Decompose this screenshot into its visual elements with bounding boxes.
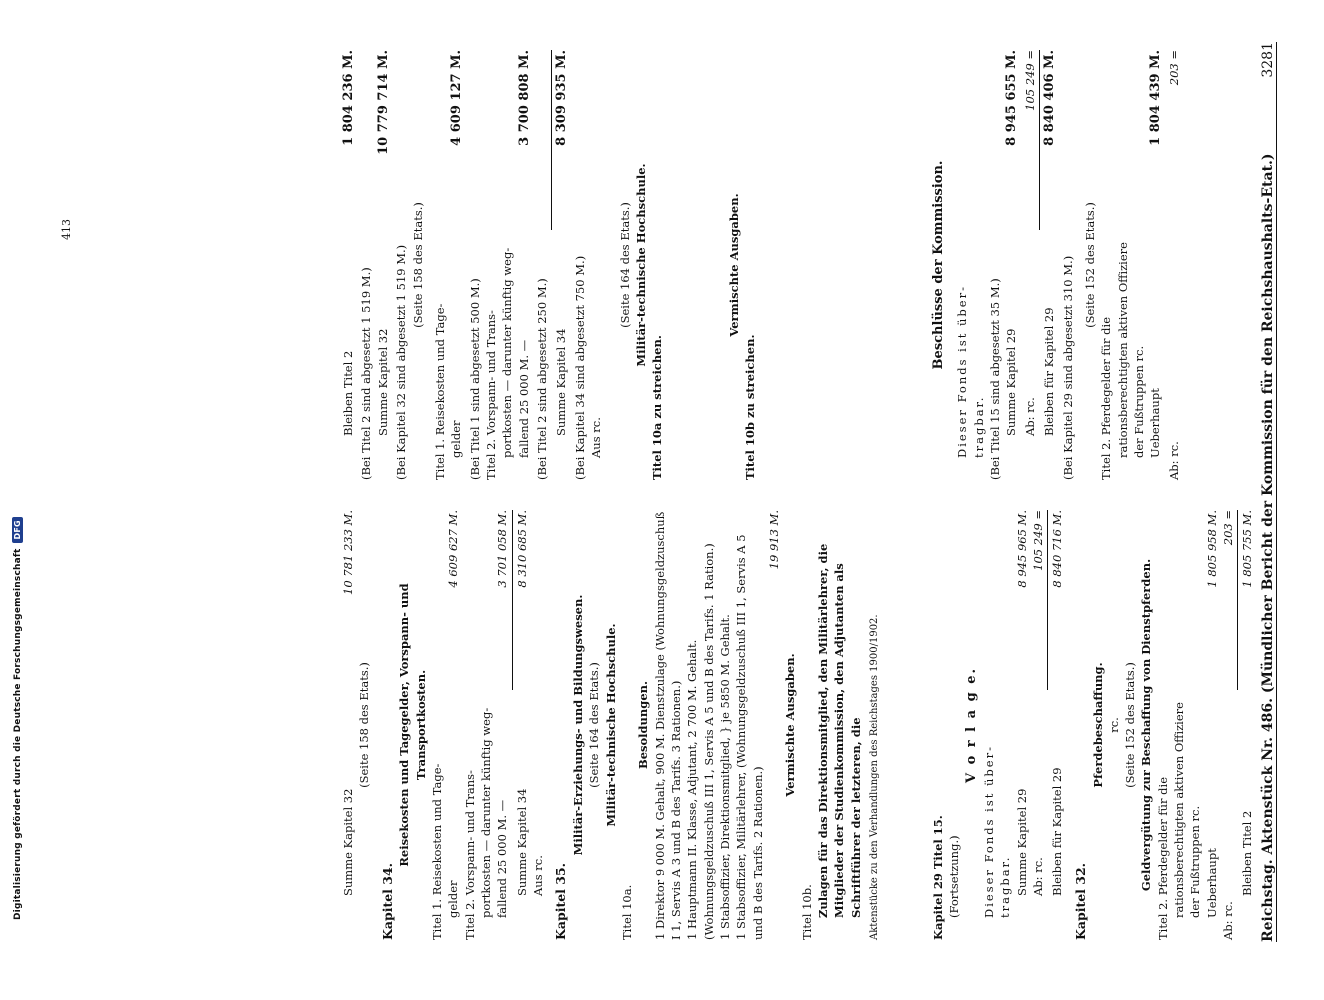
titel-2-line-1: Titel 2. Pferdegelder für die (1099, 316, 1114, 480)
ueberhaupt-row (1204, 510, 1220, 940)
column-beschluesse-lower (340, 50, 925, 480)
titel-2v-row (494, 510, 510, 940)
reisekosten-heading-1: Reisekosten und Tagegelder, Vorspann- und (397, 583, 412, 867)
titel-2-line-3: der Fußtruppen rc. (1188, 805, 1203, 918)
fortsetzung: (Fortsetzung.) (947, 835, 962, 918)
position-3: 1 Stabsoffizier, Direktionsmitglied, } je 5850 M. Gehalt. (718, 614, 733, 940)
bleiben-titel-2-value: 1 805 755 M. (1240, 510, 1255, 588)
rule (1039, 50, 1040, 230)
aus-rc: Aus rc. (531, 855, 546, 896)
bei-kapitel-32: (Bei Kapitel 32 sind abgesetzt 1 519 M.) (394, 244, 409, 480)
scan-page-number: 413 (60, 219, 73, 240)
bei-kapitel-29: (Bei Kapitel 29 sind abgesetzt 310 M.) (1060, 255, 1075, 480)
titel-1-label: gelder (446, 880, 461, 918)
bleiben-29-value: 8 840 406 M. (1042, 50, 1058, 146)
summe-29-value: 8 945 965 M. (1014, 510, 1029, 588)
position-4: 1 Stabsoffizier, Militärlehrer, (Wohnungsgeldzuschuß III 1, Servis A 5 und B des Tarifs. 2 Rationen.) (734, 534, 765, 940)
ab2-row (1166, 50, 1182, 480)
bleiben-titel-2-value: 1 804 236 M. (341, 50, 356, 146)
bleiben-titel-2-label: Bleiben Titel 2 (1240, 810, 1255, 896)
bei-kapitel-34: (Bei Kapitel 34 sind abgesetzt 750 M.) (572, 255, 587, 480)
bleiben-titel-2-label: Bleiben Titel 2 (341, 350, 355, 436)
titel-1-row (445, 510, 461, 940)
summe-34-label: Summe Kapitel 34 (514, 788, 529, 896)
titel-2v-label: fallend 25 000 M. — (516, 339, 531, 458)
summe-35-value: 19 913 M. (767, 510, 782, 570)
digitization-strip (0, 0, 73, 1000)
rule (1237, 510, 1238, 690)
titel-1-value: 4 609 127 M. (449, 50, 465, 146)
summe-29-label: Summe Kapitel 29 (1014, 788, 1029, 896)
summe-29-value: 8 945 655 M. (1004, 50, 1020, 146)
titel-10b-streichen: Titel 10b zu streichen. (742, 334, 757, 480)
titel-2-line-2: rationsberechtigten aktiven Offiziere (1172, 702, 1187, 918)
fonds-line-2: tragbar. (998, 855, 1013, 918)
ab-value: 105 249 = (1022, 50, 1037, 111)
titel-2v-value: 3 700 808 M. (516, 50, 532, 146)
geldverguetung: Geldvergütung zur Beschaffung von Dienstpferden. (1139, 558, 1154, 892)
titel-2v-line-1: Titel 2. Vorspann- und Trans- (484, 310, 498, 480)
header-page: 3281 (1260, 42, 1276, 78)
ab-value: 105 249 = (1031, 510, 1046, 571)
summe-34-row (514, 510, 530, 940)
titel-2v-line-2: portkosten — darunter künftig weg- (500, 247, 515, 458)
seite-158: (Seite 158 des Etats.) (357, 662, 372, 788)
summe-34-label: Summe Kapitel 34 (554, 328, 569, 436)
bleiben-29-row (1041, 50, 1059, 480)
titel-1-label: gelder (449, 420, 464, 458)
footer-note: Aktenstücke zu den Verhandlungen des Reichstages 1900/1902. (869, 614, 881, 940)
vorlage-heading: V o r l a g e. (963, 667, 979, 784)
column-vorlage (930, 510, 1255, 940)
summe-34-row (553, 50, 571, 480)
ab2-value: 203 = (1221, 510, 1236, 546)
ueberhaupt-value: 1 805 958 M. (1204, 510, 1219, 588)
digitization-note: Digitalisierung gefördert durch die Deutsche ForschungsgemeinschaftDFG (12, 517, 23, 920)
titel-1-line-1: Titel 1. Reisekosten und Tage- (430, 763, 445, 940)
bei-titel-1: (Bei Titel 1 sind abgesetzt 500 M.) (467, 278, 482, 480)
column-vorlage-lower (340, 510, 925, 940)
titel-10b: Titel 10b. (799, 884, 814, 940)
titel-10a: Titel 10a. (620, 884, 635, 940)
ueberhaupt-label: Ueberhaupt (1204, 848, 1219, 918)
kapitel-32-heading: Kapitel 32. (1072, 862, 1088, 940)
column-beschluesse (930, 50, 1235, 480)
titel-1-line-1: Titel 1. Reisekosten und Tage- (432, 303, 447, 480)
militaer-heading: Militär-Erziehungs- und Bildungswesen. (571, 594, 586, 856)
dfg-logo: DFG (12, 517, 23, 542)
ueberhaupt-value: 1 804 439 M. (1148, 50, 1164, 146)
fonds-line-2: tragbar. (971, 395, 986, 458)
fonds-line-1: Dieser Fonds ist über- (955, 285, 970, 458)
titel-10a-streichen: Titel 10a zu streichen. (650, 335, 665, 480)
position-1: 1 Direktor 9 000 M. Gehalt, 900 M. Dienstzulage (Wohnungsgeldzuschuß I 1, Servis A 3 und B des Tarifs. 3 Rationen.) (652, 511, 684, 940)
ueberhaupt-label: Ueberhaupt (1148, 388, 1163, 458)
kapitel-35-heading: Kapitel 35. (553, 862, 569, 940)
bleiben-29-row (1049, 510, 1065, 940)
fonds-line-1: Dieser Fonds ist über- (982, 745, 997, 918)
titel-2v-label: fallend 25 000 M. — (495, 799, 510, 918)
ab-label: Ab: rc. (1031, 857, 1046, 896)
titel-2-line-2: rationsberechtigten aktiven Offiziere (1115, 242, 1130, 458)
ab2-value: 203 = (1166, 50, 1181, 86)
vermischte-heading: Vermischte Ausgaben. (726, 193, 741, 337)
rule (512, 510, 513, 690)
titel-1-row (448, 50, 466, 480)
titel-2v-line-1: Titel 2. Vorspann- und Trans- (462, 770, 477, 940)
bleiben-29-value: 8 840 716 M. (1050, 510, 1065, 588)
summe-34-value: 8 309 935 M. (554, 50, 570, 146)
rc: rc. (1106, 717, 1121, 733)
titel-2v-row (516, 50, 534, 480)
summe-32-row (340, 510, 356, 940)
header-title: Reichstag. Aktenstück Nr. 486. (Mündlicher Bericht der Kommission für den Reichshaushalts-Etat.) (1260, 153, 1276, 942)
kapitel-34-heading: Kapitel 34. (379, 862, 395, 940)
summe-35-row (766, 510, 782, 940)
seite-152: (Seite 152 des Etats.) (1083, 202, 1097, 328)
bleiben-titel-2-row (340, 50, 358, 480)
bei-titel-15: (Bei Titel 15 sind abgesetzt 35 M.) (988, 278, 1003, 480)
seite-152: (Seite 152 des Etats.) (1123, 662, 1138, 788)
position-2: 1 Hauptmann II. Klasse, Adjutant, 2 700 M. Gehalt. (Wohnungsgeldzuschuß III 1, Servis A 5 und B des Tarifs. 1 Ration.) (685, 543, 716, 940)
titel-2-line-3: der Fußtruppen rc. (1131, 345, 1146, 458)
seite-164: (Seite 164 des Etats.) (587, 662, 602, 788)
rule (1047, 510, 1048, 690)
titel-1-value: 4 609 627 M. (446, 510, 461, 588)
bleiben-29-label: Bleiben für Kapitel 29 (1042, 307, 1057, 436)
summe-29-row (1014, 510, 1030, 940)
titel-2-line-1: Titel 2. Pferdegelder für die (1155, 776, 1170, 940)
titel-2v-value: 3 701 058 M. (495, 510, 510, 588)
seite-158: (Seite 158 des Etats.) (410, 202, 425, 328)
summe-29-row (1003, 50, 1021, 480)
rule (551, 50, 552, 230)
summe-29-label: Summe Kapitel 29 (1004, 328, 1019, 436)
pferde-heading: Pferdebeschaffung. (1090, 662, 1105, 788)
ab-row (1030, 510, 1046, 940)
summe-32-value: 10 779 714 M. (375, 50, 391, 155)
ab-label: Ab: rc. (1022, 397, 1037, 436)
summe-32-label: Summe Kapitel 32 (375, 328, 390, 436)
ab-row (1022, 50, 1038, 480)
beschluesse-heading: Beschlüsse der Kommission. (931, 160, 946, 370)
besoldungen: Besoldungen. (636, 680, 651, 770)
bleiben-titel-2-row (1239, 510, 1255, 940)
vermischte-heading: Vermischte Ausgaben. (783, 653, 798, 797)
kapitel-29-heading: Kapitel 29 Titel 15. (931, 815, 945, 940)
seite-164: (Seite 164 des Etats.) (617, 202, 632, 328)
titel-2v-line-2: portkosten — darunter künftig weg- (479, 707, 494, 918)
bei-titel-2: (Bei Titel 2 sind abgesetzt 1 519 M.) (359, 267, 374, 480)
reisekosten-heading-2: Transportkosten. (413, 669, 428, 781)
summe-32-row (375, 50, 393, 480)
summe-32-value: 10 781 233 M. (341, 510, 355, 595)
bleiben-29-label: Bleiben für Kapitel 29 (1050, 767, 1065, 896)
zulagen-text: Zulagen für das Direktionsmitglied, den Militärlehrer, die Mitglieder der Studienkommission, den Adjutanten als Schriftführer der letzteren, die (816, 543, 863, 918)
aus-rc: Aus rc. (589, 417, 604, 458)
ueberhaupt-row (1147, 50, 1165, 480)
ab2-label: Ab: rc. (1166, 441, 1181, 480)
ab2-label: Ab: rc. (1221, 901, 1236, 940)
hochschule-heading: Militär-technische Hochschule. (603, 623, 618, 827)
bei-titel-2v: (Bei Titel 2 sind abgesetzt 250 M.) (535, 278, 550, 480)
hochschule-heading: Militär-technische Hochschule. (633, 163, 648, 367)
summe-32-label: Summe Kapitel 32 (341, 788, 355, 896)
ab2-row (1220, 510, 1236, 940)
summe-34-value: 8 310 685 M. (514, 510, 529, 588)
